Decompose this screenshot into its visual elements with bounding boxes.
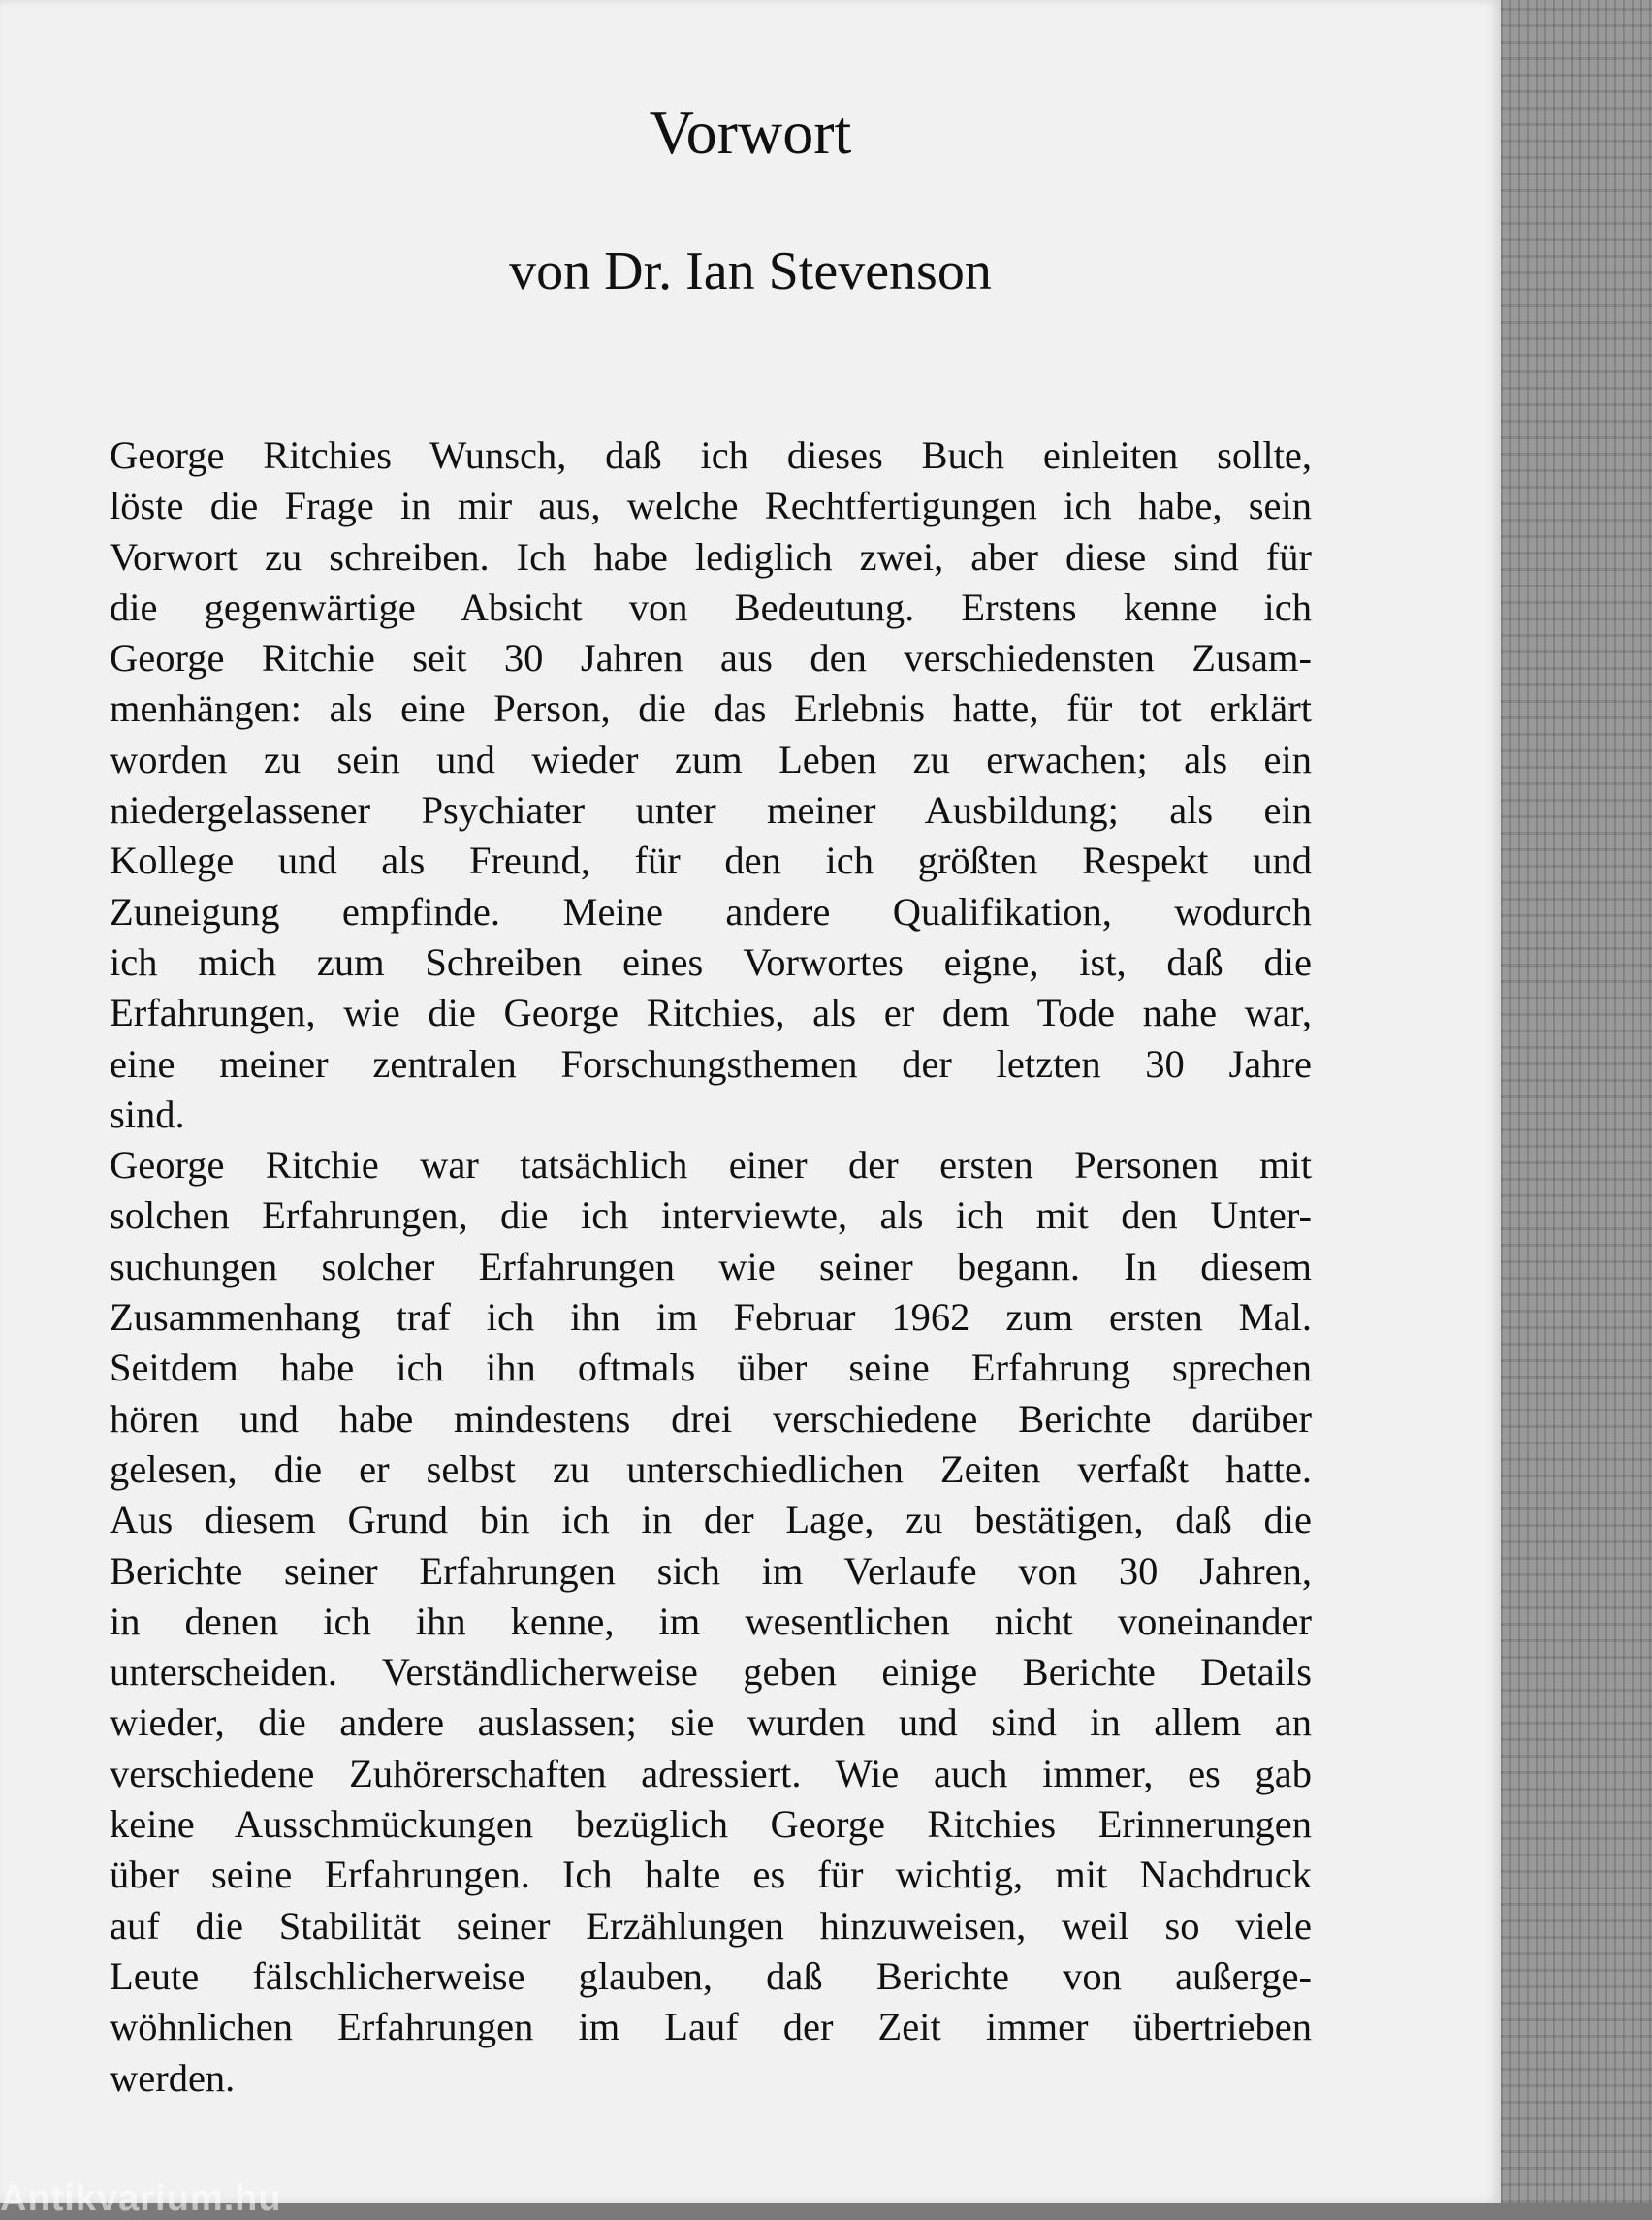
text-line: George Ritchie seit 30 Jahren aus den verschiedensten Zusam-: [110, 636, 1312, 681]
text-line: suchungen solcher Erfahrungen wie seiner begann. In diesem: [110, 1244, 1312, 1288]
text-line: Kollege und als Freund, für den ich größten Respekt und: [110, 839, 1312, 883]
text-line: hören und habe mindestens drei verschiedene Berichte darüber: [110, 1396, 1312, 1441]
text-line: worden zu sein und wieder zum Leben zu erwachen; als ein: [110, 737, 1312, 781]
text-line: wöhnlichen Erfahrungen im Lauf der Zeit immer übertrieben: [110, 2005, 1312, 2049]
page-title: Vorwort: [649, 98, 852, 167]
text-line: Aus diesem Grund bin ich in der Lage, zu bestätigen, daß die: [110, 1498, 1312, 1542]
text-line: eine meiner zentralen Forschungsthemen der letzten 30 Jahre: [110, 1041, 1312, 1086]
text-line: Erfahrungen, wie die George Ritchies, als er dem Tode nahe war,: [110, 991, 1312, 1035]
text-line: George Ritchie war tatsächlich einer der ersten Personen mit: [110, 1143, 1312, 1188]
text-line: gelesen, die er selbst zu unterschiedlichen Zeiten verfaßt hatte.: [110, 1446, 1312, 1491]
text-line: George Ritchies Wunsch, daß ich dieses Buch einleiten sollte,: [110, 433, 1312, 477]
text-line: menhängen: als eine Person, die das Erlebnis hatte, für tot erklärt: [110, 686, 1312, 731]
text-line: ich mich zum Schreiben eines Vorwortes eigne, ist, daß die: [110, 939, 1312, 984]
text-line: wieder, die andere auslassen; sie wurden und sind in allem an: [110, 1700, 1312, 1745]
text-line: sind.: [110, 1092, 185, 1136]
text-line: werden.: [110, 2055, 236, 2100]
text-line: Berichte seiner Erfahrungen sich im Verlaufe von 30 Jahren,: [110, 1548, 1312, 1593]
text-line: Zusammenhang traf ich ihn im Februar 1962 zum ersten Mal.: [110, 1295, 1312, 1340]
text-line: verschiedene Zuhörerschaften adressiert. Wie auch immer, es gab: [110, 1751, 1312, 1795]
page-subtitle: von Dr. Ian Stevenson: [509, 241, 992, 301]
text-line: unterscheiden. Verständlicherweise geben einige Berichte Details: [110, 1650, 1312, 1695]
text-line: Seitdem habe ich ihn oftmals über seine Erfahrung sprechen: [110, 1346, 1312, 1390]
paragraph-2: [110, 1140, 1312, 2104]
text-line: Zuneigung empfinde. Meine andere Qualifikation, wodurch: [110, 889, 1312, 934]
text-line: über seine Erfahrungen. Ich halte es für wichtig, mit Nachdruck: [110, 1853, 1312, 1897]
text-line: Vorwort zu schreiben. Ich habe lediglich zwei, aber diese sind für: [110, 534, 1312, 579]
text-line: löste die Frage in mir aus, welche Rechtfertigungen ich habe, sein: [110, 484, 1312, 528]
text-line: die gegenwärtige Absicht von Bedeutung. Erstens kenne ich: [110, 585, 1312, 629]
text-line: keine Ausschmückungen bezüglich George Ritchies Erinnerungen: [110, 1802, 1312, 1847]
body-text: [110, 430, 1312, 2104]
text-line: solchen Erfahrungen, die ich interviewte, als ich mit den Unter-: [110, 1193, 1312, 1238]
text-line: in denen ich ihn kenne, im wesentlichen nicht voneinander: [110, 1599, 1312, 1643]
table-background: [1501, 0, 1652, 2203]
text-line: Leute fälschlicherweise glauben, daß Berichte von außerge-: [110, 1953, 1312, 1998]
text-line: niedergelassener Psychiater unter meiner Ausbildung; als ein: [110, 788, 1312, 833]
text-line: auf die Stabilität seiner Erzählungen hinzuweisen, weil so viele: [110, 1903, 1312, 1948]
paragraph-1: [110, 430, 1312, 1140]
watermark-text: Antikvarium.hu: [0, 2178, 282, 2219]
